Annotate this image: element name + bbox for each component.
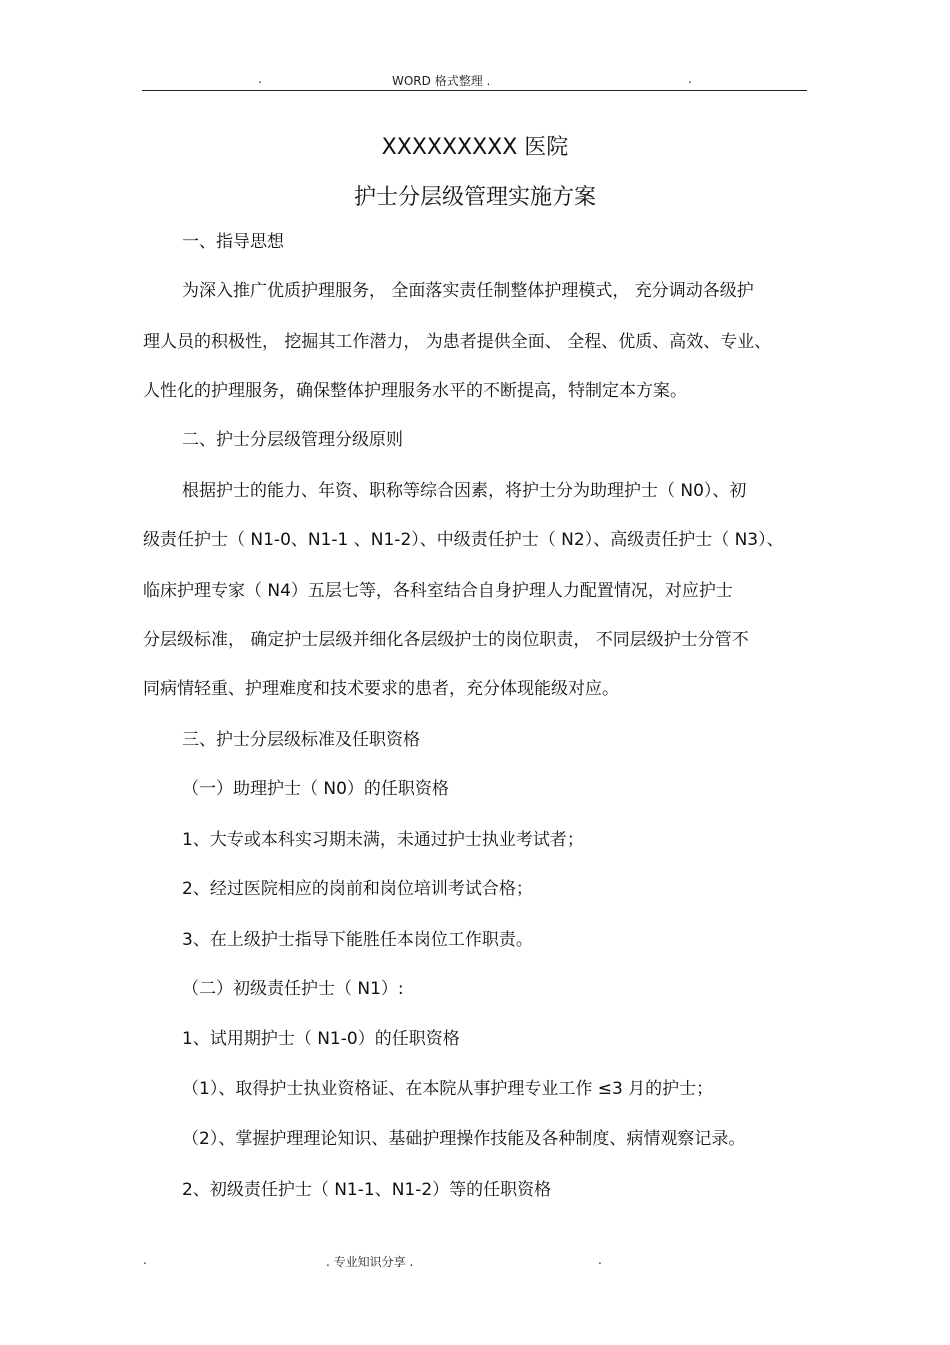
footer-right-dot: . [598, 1253, 602, 1267]
paragraph-line: 同病情轻重、护理难度和技术要求的患者，充分体现能级对应。 [143, 679, 619, 699]
paragraph-line: 为深入推广优质护理服务， 全面落实责任制整体护理模式， 充分调动各级护 [182, 281, 754, 301]
paragraph-line: 根据护士的能力、年资、职称等综合因素，将护士分为助理护士（ N0）、初 [182, 481, 747, 501]
paragraph-line: 人性化的护理服务，确保整体护理服务水平的不断提高，特制定本方案。 [143, 381, 687, 401]
list-item: 1、试用期护士（ N1-0）的任职资格 [182, 1029, 460, 1049]
header-divider [142, 90, 807, 91]
paragraph-line: 理人员的积极性， 挖掘其工作潜力， 为患者提供全面、 全程、优质、高效、专业、 [143, 332, 772, 352]
paragraph-line: 分层级标准， 确定护士层级并细化各层级护士的岗位职责， 不同层级护士分管不 [143, 630, 749, 650]
subsection-heading: （一）助理护士（ N0）的任职资格 [182, 779, 449, 799]
list-item: 2、经过医院相应的岗前和岗位培训考试合格； [182, 879, 533, 899]
paragraph-line: 临床护理专家（ N4）五层七等，各科室结合自身护理人力配置情况，对应护士 [143, 581, 733, 601]
paragraph-line: 级责任护士（ N1-0、N1-1 、N1-2）、中级责任护士（ N2）、高级责任护士（ N3）、 [143, 530, 784, 550]
list-item: （1）、取得护士执业资格证、在本院从事护理专业工作 ≤3 月的护士； [182, 1079, 714, 1099]
list-item: 1、大专或本科实习期未满，未通过护士执业考试者； [182, 830, 584, 850]
list-item: 2、初级责任护士（ N1-1、N1-2）等的任职资格 [182, 1180, 552, 1200]
document-title-hospital: XXXXXXXXX 医院 [381, 135, 569, 160]
page-footer [0, 1253, 950, 1271]
footer-text: . 专业知识分享 . [326, 1255, 414, 1269]
section-heading-3: 三、护士分层级标准及任职资格 [182, 730, 420, 750]
page-header [0, 72, 950, 90]
section-heading-2: 二、护士分层级管理分级原则 [182, 430, 403, 450]
header-title: WORD 格式整理 . [392, 74, 491, 88]
list-item: 3、在上级护士指导下能胜任本岗位工作职责。 [182, 930, 533, 950]
header-left-dot: . [258, 72, 262, 86]
section-heading-1: 一、指导思想 [182, 232, 284, 252]
footer-left-dot: . [143, 1253, 147, 1267]
subsection-heading: （二）初级责任护士（ N1）: [182, 979, 404, 999]
list-item: （2）、掌握护理理论知识、基础护理操作技能及各种制度、病情观察记录。 [182, 1129, 746, 1149]
document-title-plan: 护士分层级管理实施方案 [353, 185, 596, 210]
header-right-dot: . [688, 72, 692, 86]
